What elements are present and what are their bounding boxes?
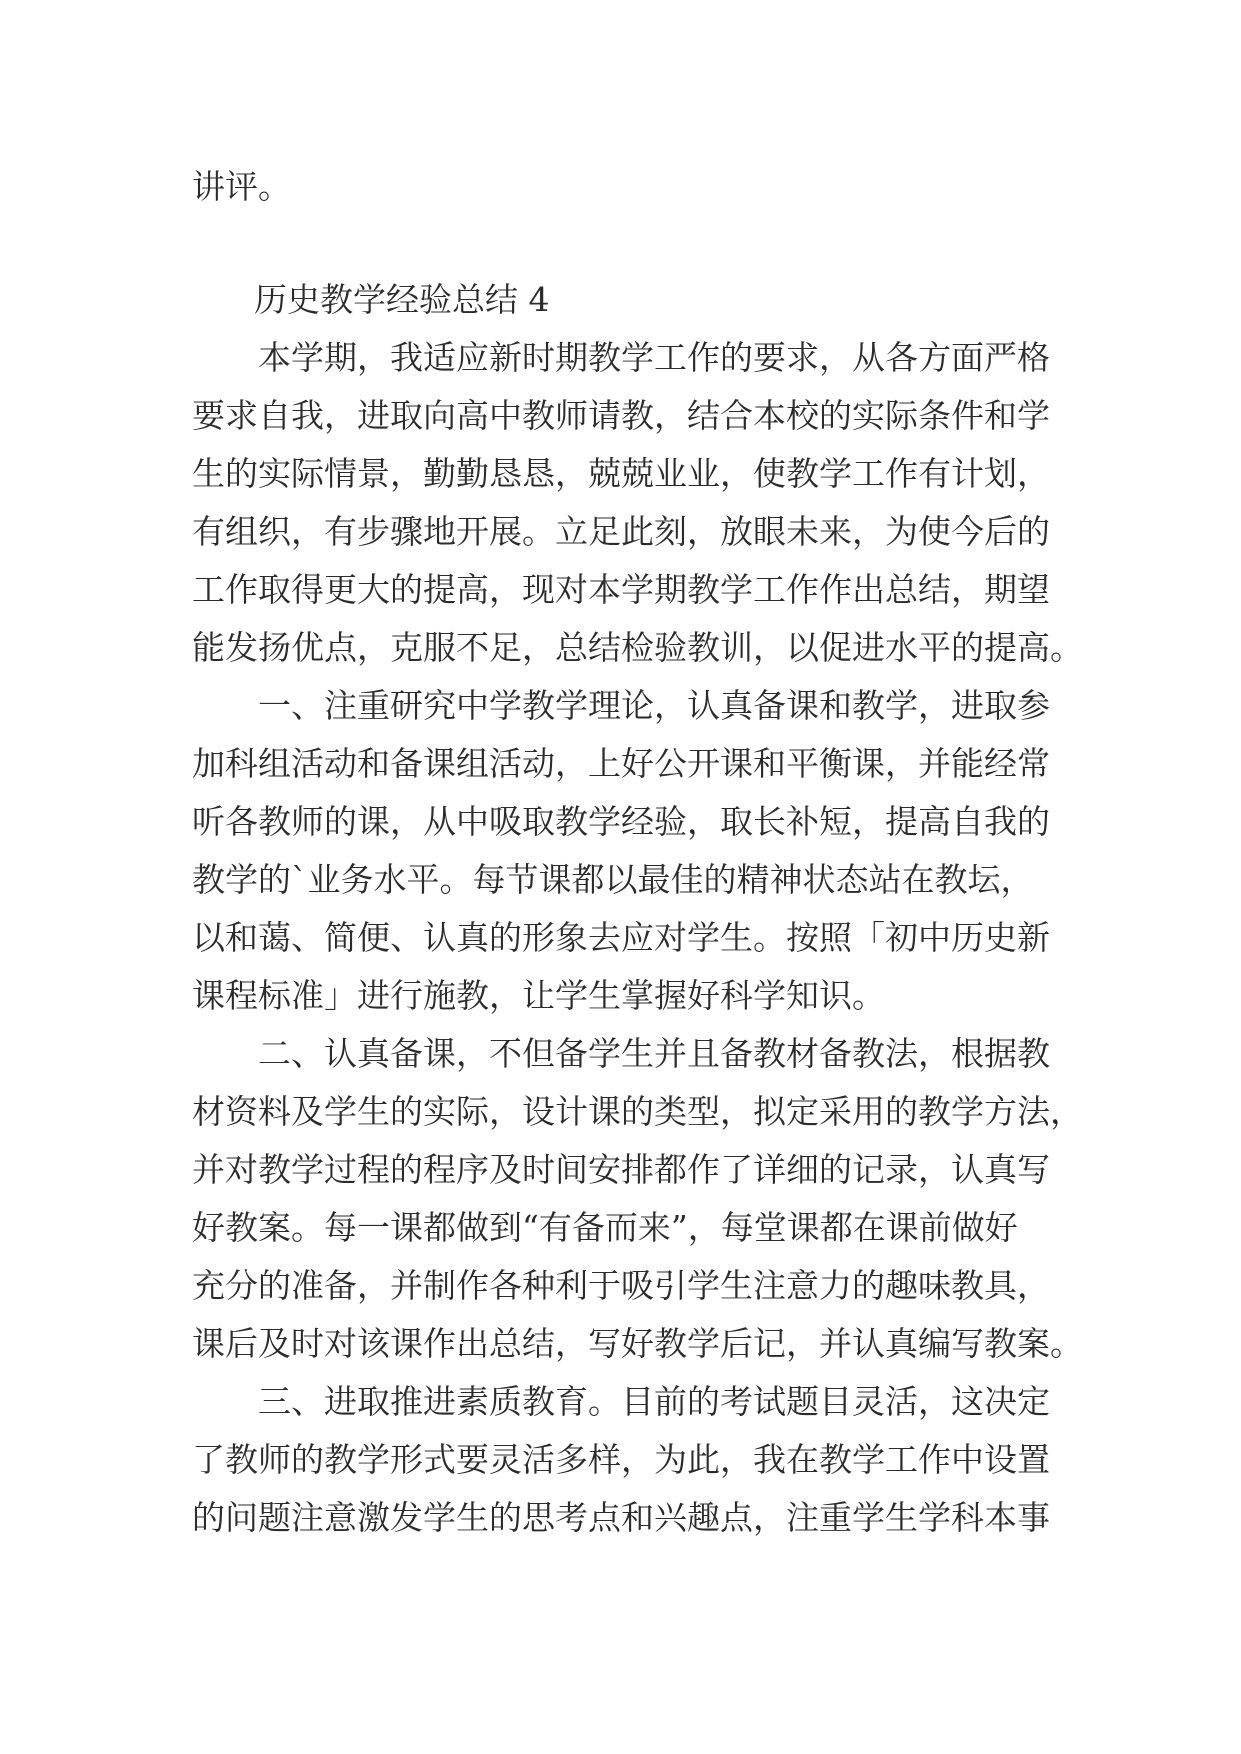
paragraph-line: 一、注重研究中学教学理论，认真备课和教学，进取参 — [258, 686, 1050, 725]
paragraph-line: 课后及时对该课作出总结，写好教学后记，并认真编写教案。 — [192, 1324, 1083, 1363]
paragraph-line: 加科组活动和备课组活动，上好公开课和平衡课，并能经常 — [192, 744, 1050, 783]
paragraph-line: 听各教师的课，从中吸取教学经验，取长补短，提高自我的 — [192, 802, 1050, 841]
paragraph-line: 工作取得更大的提高，现对本学期教学工作作出总结，期望 — [192, 570, 1050, 609]
paragraph-line: 本学期，我适应新时期教学工作的要求，从各方面严格 — [258, 338, 1050, 377]
paragraph-line: 材资料及学生的实际，设计课的类型，拟定采用的教学方法， — [192, 1092, 1083, 1131]
paragraph-line: 好教案。每一课都做到“有备而来”，每堂课都在课前做好 — [192, 1208, 1018, 1247]
paragraph-line: 教学的`业务水平。每节课都以最佳的精神状态站在教坛， — [192, 860, 1034, 899]
paragraph-line: 讲评。 — [192, 167, 291, 206]
paragraph-line: 三、进取推进素质教育。目前的考试题目灵活，这决定 — [258, 1382, 1050, 1421]
paragraph-line: 能发扬优点，克服不足，总结检验教训，以促进水平的提高。 — [192, 628, 1083, 667]
paragraph-line: 课程标准」进行施教，让学生掌握好科学知识。 — [192, 976, 885, 1015]
section-title: 历史教学经验总结 4 — [254, 280, 550, 319]
paragraph-line: 充分的准备，并制作各种利于吸引学生注意力的趣味教具， — [192, 1266, 1050, 1305]
paragraph-line: 要求自我，进取向高中教师请教，结合本校的实际条件和学 — [192, 396, 1050, 435]
document-body — [192, 158, 1083, 1547]
paragraph-line: 并对教学过程的程序及时间安排都作了详细的记录，认真写 — [192, 1150, 1050, 1189]
paragraph-line: 生的实际情景，勤勤恳恳，兢兢业业，使教学工作有计划， — [192, 454, 1050, 493]
paragraph-line: 了教师的教学形式要灵活多样，为此，我在教学工作中设置 — [192, 1440, 1050, 1479]
paragraph-line: 以和蔼、简便、认真的形象去应对学生。按照「初中历史新 — [192, 918, 1050, 957]
paragraph-line: 二、认真备课，不但备学生并且备教材备教法，根据教 — [258, 1034, 1050, 1073]
paragraph-gap — [192, 216, 1062, 271]
paragraph-line: 的问题注意激发学生的思考点和兴趣点，注重学生学科本事 — [192, 1498, 1050, 1537]
paragraph-line: 有组织，有步骤地开展。立足此刻，放眼未来，为使今后的 — [192, 512, 1050, 551]
